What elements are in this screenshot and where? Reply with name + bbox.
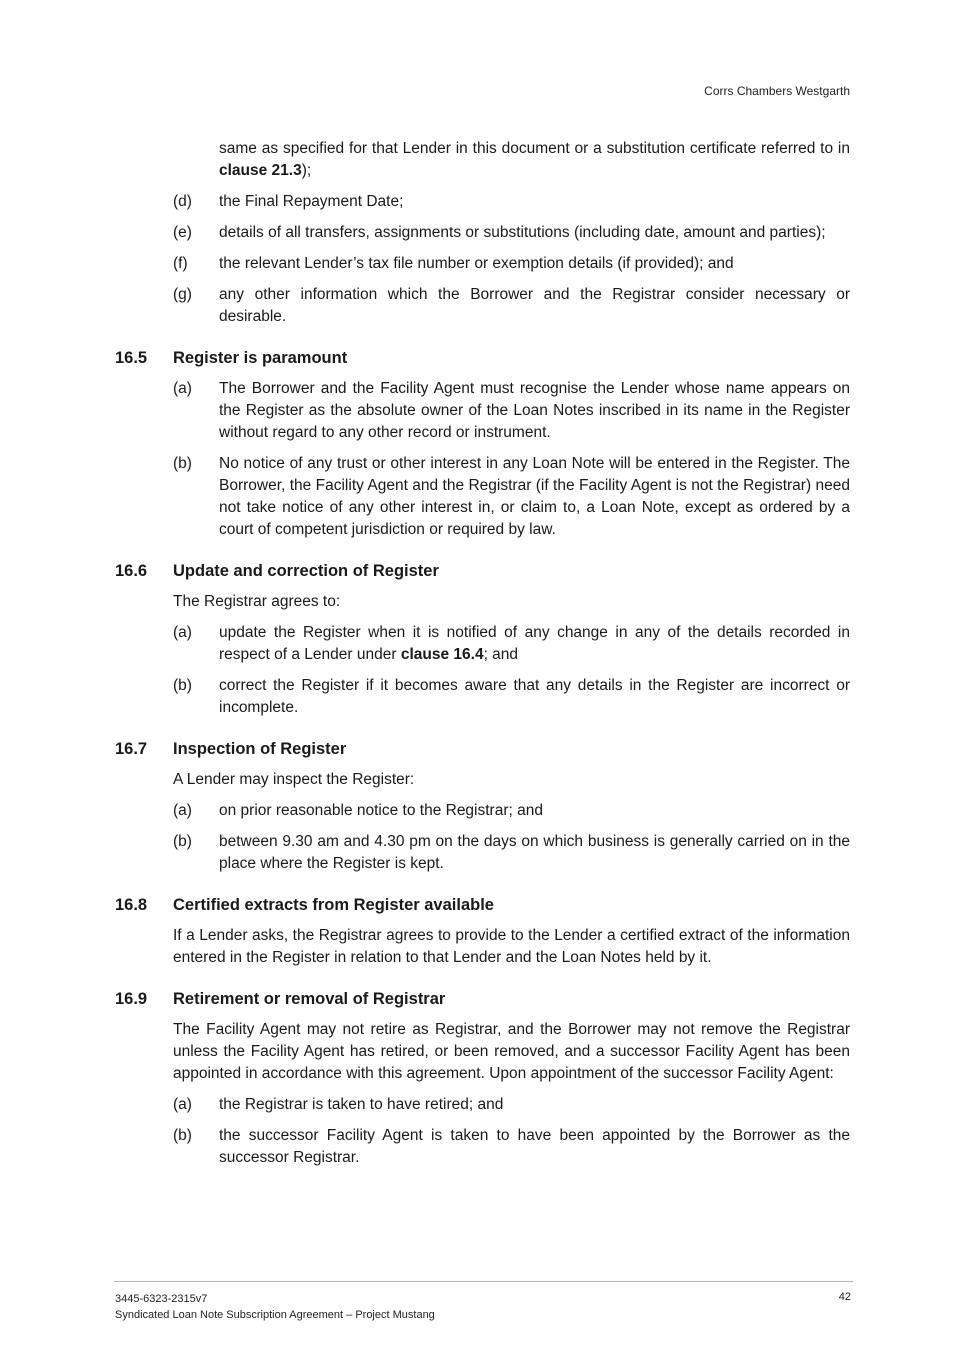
list-item [173, 800, 850, 822]
page-body [0, 138, 964, 1178]
item-label: (g) [173, 286, 192, 303]
section-number: 16.6 [115, 562, 148, 580]
section-body: The Facility Agent may not retire as Registrar, and the Borrower may not remove the Registrar unless the Facility Agent has retired, or been removed, and a successor Facility Agent has been appointed in accordance with this agreement. Upon appointment of the successor Facility Agent: [173, 1021, 850, 1082]
item-text: the Registrar is taken to have retired; and [219, 1096, 504, 1113]
footer-doc-title: Syndicated Loan Note Subscription Agreement – Project Mustang [115, 1309, 435, 1321]
item-text: the successor Facility Agent is taken to have been appointed by the Borrower as the successor Registrar. [219, 1127, 850, 1166]
section-heading-16-7 [115, 738, 850, 760]
continuation-text: same as specified for that Lender in this document or a substitution certificate referred to in [219, 140, 850, 157]
list-item [173, 191, 850, 213]
list-item [173, 453, 850, 541]
list-item [173, 378, 850, 444]
continuation-tail: ); [301, 162, 312, 179]
item-text: No notice of any trust or other interest in any Loan Note will be entered in the Register. The Borrower, the Facility Agent and the Registrar (if the Facility Agent is not the Registrar) need not take notice of any other interest in, or claim to, a Loan Note, except as ordered by a court of competent jurisdiction or required by law. [219, 455, 850, 538]
section-heading-16-9 [115, 988, 850, 1010]
clause-reference: clause 21.3 [219, 162, 302, 179]
list-item [173, 1094, 850, 1116]
section-heading-16-8 [115, 894, 850, 916]
item-label: (b) [173, 455, 192, 472]
list-item [173, 622, 850, 666]
list-item [173, 675, 850, 719]
item-label: (a) [173, 380, 192, 397]
section-number: 16.9 [115, 990, 148, 1008]
item-text: the relevant Lender’s tax file number or exemption details (if provided); and [219, 255, 734, 272]
footer-doc-id: 3445-6323-2315v7 [115, 1293, 208, 1305]
running-header-firm: Corrs Chambers Westgarth [704, 84, 850, 98]
item-label: (a) [173, 802, 192, 819]
item-label: (b) [173, 1127, 192, 1144]
item-text: details of all transfers, assignments or substitutions (including date, amount and parties); [219, 224, 826, 241]
item-tail: ; and [483, 646, 519, 663]
section-title: Certified extracts from Register available [173, 896, 494, 914]
item-label: (b) [173, 833, 192, 850]
item-label: (d) [173, 193, 192, 210]
list-item [173, 222, 850, 244]
item-text: The Borrower and the Facility Agent must recognise the Lender whose name appears on the Register as the absolute owner of the Loan Notes inscribed in its name in the Register without regard to any other record or instrument. [219, 380, 850, 441]
section-intro: A Lender may inspect the Register: [173, 771, 415, 788]
item-label: (a) [173, 1096, 192, 1113]
item-text: on prior reasonable notice to the Registrar; and [219, 802, 543, 819]
section-heading-16-6 [115, 560, 850, 582]
item-label: (e) [173, 224, 192, 241]
section-title: Update and correction of Register [173, 562, 439, 580]
item-label: (f) [173, 255, 188, 272]
item-text: update the Register when it is notified of any change in any of the details recorded in respect of a Lender under [219, 624, 850, 663]
list-item [173, 1125, 850, 1169]
section-title: Retirement or removal of Registrar [173, 990, 446, 1008]
section-intro: The Registrar agrees to: [173, 593, 341, 610]
section-number: 16.7 [115, 740, 148, 758]
item-text: between 9.30 am and 4.30 pm on the days on which business is generally carried on in the place where the Register is kept. [219, 833, 850, 872]
item-text: any other information which the Borrower and the Registrar consider necessary or desirable. [219, 286, 850, 325]
item-label: (b) [173, 677, 192, 694]
section-title: Inspection of Register [173, 740, 347, 758]
footer-document-info [115, 1291, 435, 1323]
continuation-paragraph [219, 138, 850, 182]
list-item [173, 284, 850, 328]
list-item [173, 253, 850, 275]
section-heading-16-5 [115, 347, 850, 369]
item-label: (a) [173, 624, 192, 641]
clause-reference: clause 16.4 [400, 646, 484, 663]
section-number: 16.8 [115, 896, 148, 914]
item-text: the Final Repayment Date; [219, 193, 404, 210]
item-text: correct the Register if it becomes aware that any details in the Register are incorrect or incomplete. [219, 677, 850, 716]
footer-divider [114, 1281, 853, 1282]
section-title: Register is paramount [173, 349, 348, 367]
list-item [173, 831, 850, 875]
page-number: 42 [838, 1291, 851, 1303]
section-body: If a Lender asks, the Registrar agrees to provide to the Lender a certified extract of the information entered in the Register in relation to that Lender and the Loan Notes held by it. [173, 927, 850, 966]
section-number: 16.5 [115, 349, 148, 367]
